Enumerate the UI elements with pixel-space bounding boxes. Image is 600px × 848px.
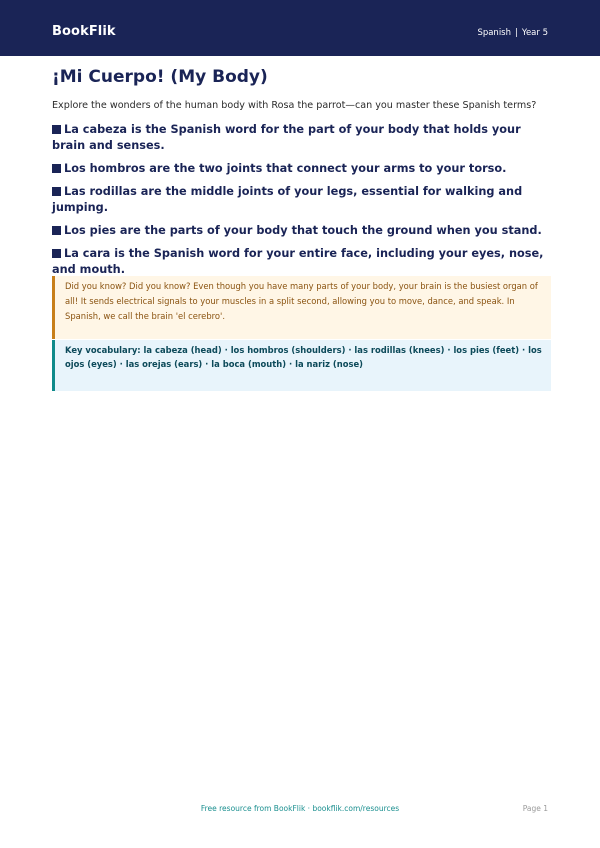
- fact-list: [52, 122, 548, 285]
- fact-item: [52, 184, 548, 216]
- grade-label: Year 5: [521, 28, 548, 38]
- fact-text: Los hombros are the two joints that connect your arms to your torso.: [64, 162, 507, 175]
- fact-text: La cabeza is the Spanish word for the part of your body that holds your brain and senses.: [52, 123, 521, 152]
- fact-text: La cara is the Spanish word for your entire face, including your eyes, nose, and mouth.: [52, 247, 544, 276]
- did-you-know-callout: [52, 276, 551, 339]
- square-bullet-icon: [52, 125, 61, 134]
- square-bullet-icon: [52, 164, 61, 173]
- intro-text: Explore the wonders of the human body with Rosa the parrot—can you master these Spanish terms?: [52, 100, 537, 111]
- subject-label: Spanish: [477, 28, 512, 38]
- subject-grade-meta: [477, 26, 548, 40]
- fact-text: Los pies are the parts of your body that touch the ground when you stand.: [64, 224, 542, 237]
- fact-item: [52, 122, 548, 154]
- footer-credit-link[interactable]: Free resource from BookFlik · bookflik.com/resources: [200, 804, 400, 813]
- vocabulary-text: Key vocabulary: la cabeza (head) · los hombros (shoulders) · las rodillas (knees) · los pies (feet) · los ojos (eyes) · las orejas (ears) · la boca (mouth) · la nariz (nose): [65, 345, 542, 369]
- fact-item: [52, 246, 548, 278]
- square-bullet-icon: [52, 226, 61, 235]
- fact-text: Las rodillas are the middle joints of your legs, essential for walking and jumping.: [52, 185, 523, 214]
- fact-item: [52, 161, 548, 177]
- meta-separator: |: [515, 28, 518, 38]
- page-title: ¡Mi Cuerpo! (My Body): [52, 67, 268, 87]
- square-bullet-icon: [52, 249, 61, 258]
- square-bullet-icon: [52, 187, 61, 196]
- fact-item: [52, 223, 548, 239]
- key-vocabulary-box: [52, 340, 551, 391]
- page-footer: [0, 802, 600, 816]
- callout-text: Did you know? Did you know? Even though you have many parts of your body, your brain is the busiest organ of all! It sends electrical signals to your muscles in a split second, allowing you to move, dance, and speak. In Spanish, we call the brain 'el cerebro'.: [65, 281, 538, 321]
- page-number: Page 1: [522, 804, 548, 813]
- brand-logo[interactable]: BookFlik: [52, 24, 116, 39]
- page-header: [0, 0, 600, 56]
